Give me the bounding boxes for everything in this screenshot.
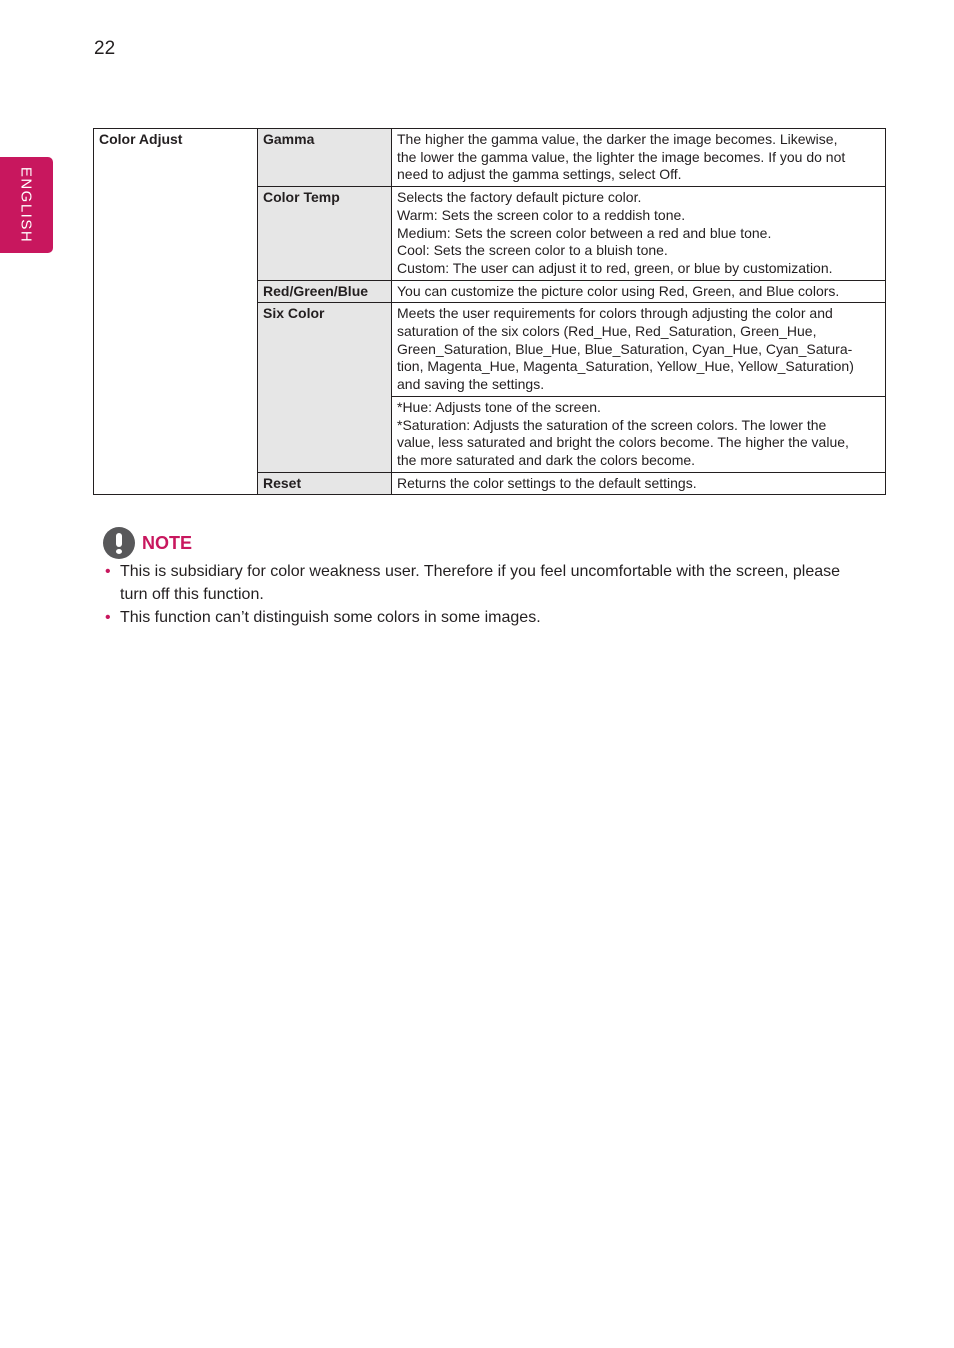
note-title: NOTE [142,532,193,553]
language-tab-label: ENGLISH [17,166,35,244]
item-cell-reset: Reset [258,472,392,495]
language-tab [0,157,53,253]
item-cell-color-temp: Color Temp [258,187,392,281]
description-line: need to adjust the gamma settings, select Off. [397,166,682,183]
description-line: *Saturation: Adjusts the saturation of the screen colors. The lower the [397,416,827,433]
description-cell-six-color [392,303,886,397]
description-line: saturation of the six colors (Red_Hue, Red_Saturation, Green_Hue, [397,323,817,340]
color-adjust-table [93,128,886,495]
description-line: Warm: Sets the screen color to a reddish tone. [397,206,686,223]
note-item [103,607,863,630]
description-line: Selects the factory default picture color. [397,189,642,206]
note-item [103,561,863,606]
bullet-icon: • [105,563,111,580]
description-cell-color-temp [392,187,886,281]
description-cell-gamma [392,129,886,187]
description-line: Green_Saturation, Blue_Hue, Blue_Saturation, Cyan_Hue, Cyan_Satura- [397,340,853,357]
item-cell-red-green-blue: Red/Green/Blue [258,280,392,303]
description-line: the lower the gamma value, the lighter the image becomes. If you do not [397,148,846,165]
description-line: tion, Magenta_Hue, Magenta_Saturation, Yellow_Hue, Yellow_Saturation) [397,358,854,375]
description-line: value, less saturated and bright the colors become. The higher the value, [397,434,849,451]
item-cell-six-color: Six Color [258,303,392,472]
description-line: Medium: Sets the screen color between a red and blue tone. [397,224,772,241]
menu-cell: Color Adjust [94,129,258,495]
item-cell-gamma: Gamma [258,129,392,187]
description-cell-red-green-blue [392,280,886,303]
description-line: The higher the gamma value, the darker the image becomes. Likewise, [397,131,838,147]
description-line: Returns the color settings to the default settings. [397,474,697,491]
note-item-text: This function can’t distinguish some colors in some images. [120,609,541,626]
description-cell-reset [392,472,886,495]
note-item-text: This is subsidiary for color weakness user. Therefore if you feel uncomfortable with the screen, please turn off this function. [120,563,841,603]
description-line: Cool: Sets the screen color to a bluish tone. [397,242,668,259]
description-line: the more saturated and dark the colors become. [397,451,696,468]
description-line: *Hue: Adjusts tone of the screen. [397,398,601,415]
note-header [103,526,863,560]
description-cell-six-color-notes [392,396,886,472]
page-number: 22 [94,38,116,59]
description-line: and saving the settings. [397,376,545,393]
description-line: Custom: The user can adjust it to red, green, or blue by customization. [397,259,833,276]
bullet-icon: • [105,609,111,626]
exclamation-icon [103,527,135,559]
note-list [103,561,863,630]
description-line: You can customize the picture color using Red, Green, and Blue colors. [397,282,840,299]
note-section [103,526,863,631]
description-line: Meets the user requirements for colors through adjusting the color and [397,305,833,322]
table-row-gamma [94,129,886,187]
